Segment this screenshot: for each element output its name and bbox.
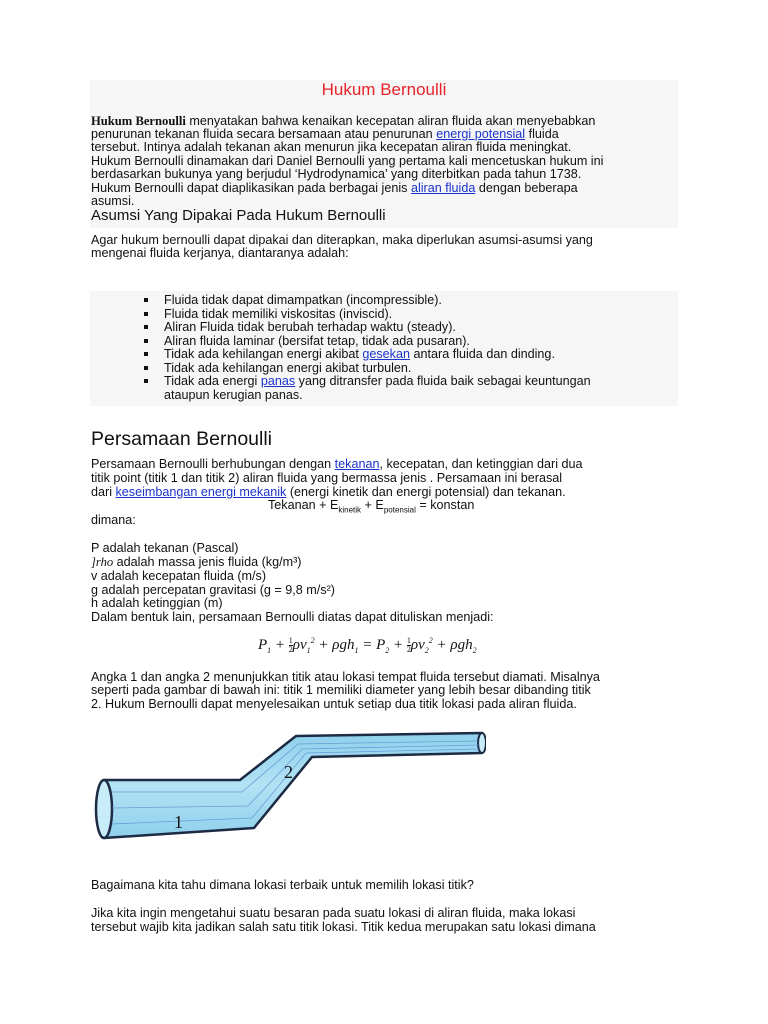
closing-line-1: Jika kita ingin mengetahui suatu besaran pada suatu lokasi di aliran fluida, maka lokasi (91, 906, 576, 920)
var-p: P adalah tekanan (Pascal) (91, 541, 239, 555)
list-item: Fluida tidak dapat dimampatkan (incompressible). (142, 294, 662, 308)
after-line-1: Angka 1 dan angka 2 menunjukkan titik atau lokasi tempat fluida tersebut diamati. Misalnya (91, 670, 600, 684)
asumsi-line-2: mengenai fluida kerjanya, diantaranya adalah: (91, 246, 349, 260)
var-rho: ]rho adalah massa jenis fluida (kg/m³) (91, 555, 302, 569)
asumsi-heading: Asumsi Yang Dipakai Pada Hukum Bernoulli (91, 207, 386, 224)
point-label-2: 2 (284, 762, 293, 782)
list-item: Tidak ada kehilangan energi akibat gesekan antara fluida dan dinding. (142, 348, 662, 362)
persamaan-line-1: Persamaan Bernoulli berhubungan dengan tekanan, kecepatan, dan ketinggian dari dua (91, 457, 583, 471)
panas-link[interactable]: panas (260, 374, 296, 388)
intro-line-1: Hukum Bernoulli menyatakan bahwa kenaikan kecepatan aliran fluida akan menyebabkan (91, 114, 596, 128)
list-item: Fluida tidak memiliki viskositas (inviscid). (142, 308, 662, 322)
energy-equation: Tekanan + $E_{kinetik} + E_{potensial}$ = konstan (268, 498, 475, 515)
closing-line-2: tersebut wajib kita jadikan salah satu titik lokasi. Titik kedua merupakan satu lokasi dimana (91, 920, 596, 934)
intro-line-6: Hukum Bernoulli dapat diaplikasikan pada berbagai jenis aliran fluida dengan beberapa (91, 181, 578, 195)
var-v: v adalah kecepatan fluida (m/s) (91, 569, 267, 583)
list-item: Aliran fluida laminar (bersifat tetap, tidak ada pusaran). (142, 335, 662, 349)
page-title: Hukum Bernoulli (321, 80, 447, 99)
gesekan-link[interactable]: gesekan (362, 347, 410, 361)
dimana-label: dimana: (91, 513, 136, 527)
pipe-flow-diagram (90, 722, 486, 864)
intro-line-3: tersebut. Intinya adalah tekanan akan menurun jika kecepatan aliran fluida meningkat. (91, 140, 572, 154)
closing-question: Bagaimana kita tahu dimana lokasi terbaik untuk memilih lokasi titik? (91, 878, 474, 892)
persamaan-line-2: titik point (titik 1 dan titik 2) aliran fluida yang bermassa jenis . Persamaan ini berasal (91, 471, 563, 485)
intro-line-5: berdasarkan bukunya yang berjudul ‘Hydrodynamica’ yang diterbitkan pada tahun 1738. (91, 167, 582, 181)
keseimbangan-energi-link[interactable]: keseimbangan energi mekanik (115, 485, 287, 499)
intro-term: Hukum Bernoulli (91, 114, 186, 128)
aliran-fluida-link[interactable]: aliran fluida (410, 181, 476, 195)
pipe-inlet (96, 780, 112, 838)
energi-potensial-link[interactable]: energi potensial (436, 127, 526, 141)
bernoulli-formula: $P_1$ + $\frac{1}{2}$ $\rho v_1^2 + \rho gh_1 = P_2$ + $\frac{1}{2}$ $\rho v_2^2 + \rho gh_2$ (258, 636, 477, 655)
rho-symbol: ]rho (91, 555, 114, 569)
persamaan-line-3: dari keseimbangan energi mekanik (energi kinetik dan energi potensial) dan tekanan. (91, 485, 566, 499)
asumsi-list (142, 294, 662, 402)
point-label-1: 1 (174, 812, 183, 832)
var-h: h adalah ketinggian (m) (91, 596, 223, 610)
pipe-outlet (478, 733, 486, 753)
persamaan-heading: Persamaan Bernoulli (91, 428, 273, 450)
intro-line-4: Hukum Bernoulli dinamakan dari Daniel Bernoulli yang pertama kali mencetuskan hukum ini (91, 154, 604, 168)
var-g: g adalah percepatan gravitasi (g = 9,8 m/s²) (91, 583, 335, 597)
after-line-2: seperti pada gambar di bawah ini: titik 1 memiliki diameter yang lebih besar dibanding titik (91, 683, 591, 697)
list-item: Tidak ada kehilangan energi akibat turbulen. (142, 362, 662, 376)
list-item: Tidak ada energi panas yang ditransfer pada fluida baik sebagai keuntungan ataupun kerugian panas. (142, 375, 662, 402)
intro-line-2: penurunan tekanan fluida secara bersamaan atau penurunan energi potensial fluida (91, 127, 559, 141)
list-item: Aliran Fluida tidak berubah terhadap waktu (steady). (142, 321, 662, 335)
tekanan-link[interactable]: tekanan (334, 457, 380, 471)
after-line-3: 2. Hukum Bernoulli dapat menyelesaikan untuk setiap dua titik lokasi pada aliran fluida. (91, 697, 577, 711)
asumsi-line-1: Agar hukum bernoulli dapat dipakai dan diterapkan, maka diperlukan asumsi-asumsi yang (91, 233, 593, 247)
bentuk-line: Dalam bentuk lain, persamaan Bernoulli diatas dapat dituliskan menjadi: (91, 610, 494, 624)
intro-line-7: asumsi. (91, 194, 135, 208)
